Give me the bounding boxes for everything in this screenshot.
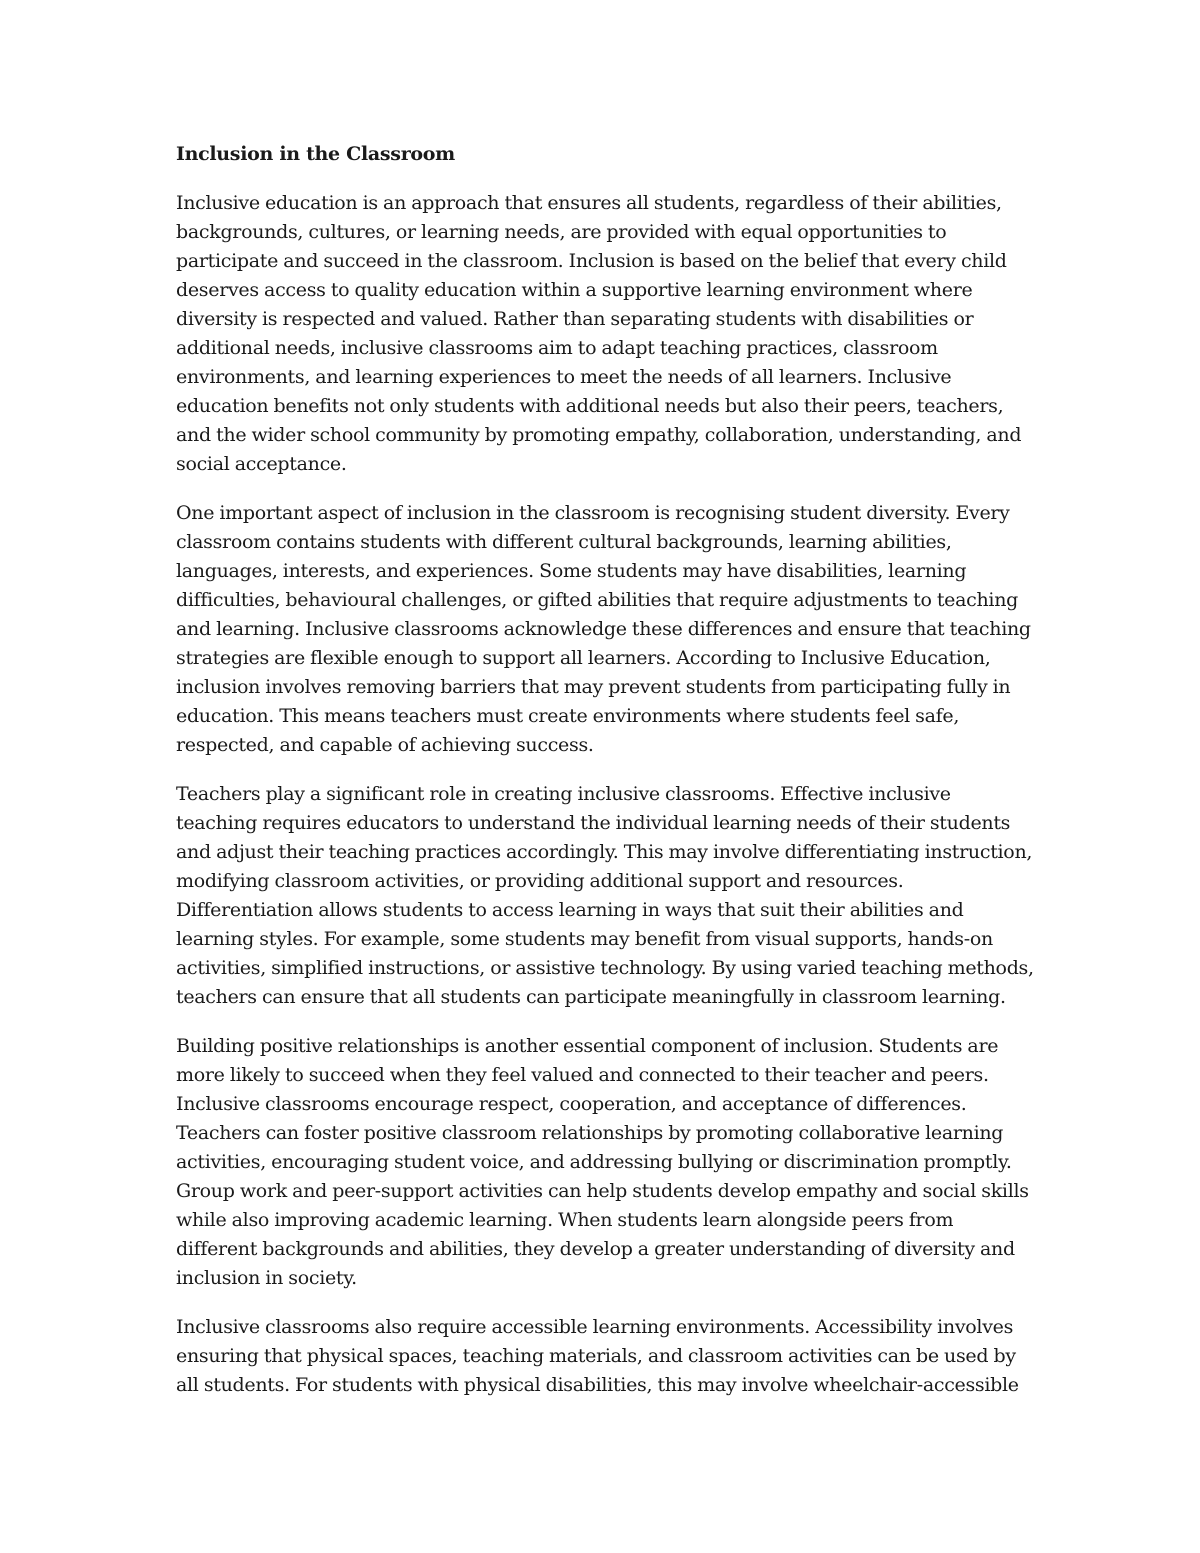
document-title: Inclusion in the Classroom (176, 143, 455, 165)
paragraph-2: One important aspect of inclusion in the classroom is recognising student diversity. Every classroom contains students with different cultural backgrounds, learning abilities, languages, interests, and experiences. Some students may have disabilities, learning difficulties, behavioural challenges, or gifted abilities that require adjustments to teaching and learning. Inclusive classrooms acknowledge these differences and ensure that teaching strategies are flexible enough to support all learners. According to Inclusive Education, inclusion involves removing barriers that may prevent students from participating fully in education. This means teachers must create environments where students feel safe, respected, and capable of achieving success. (176, 502, 1031, 756)
paragraph-1: Inclusive education is an approach that ensures all students, regardless of their abilities, backgrounds, cultures, or learning needs, are provided with equal opportunities to participate and succeed in the classroom. Inclusion is based on the belief that every child deserves access to quality education within a supportive learning environment where diversity is respected and valued. Rather than separating students with disabilities or additional needs, inclusive classrooms aim to adapt teaching practices, classroom environments, and learning experiences to meet the needs of all learners. Inclusive education benefits not only students with additional needs but also their peers, teachers, and the wider school community by promoting empathy, collaboration, understanding, and social acceptance. (176, 192, 1022, 475)
document-page (176, 140, 1036, 1420)
paragraph-4: Building positive relationships is another essential component of inclusion. Students are more likely to succeed when they feel valued and connected to their teacher and peers. Inclusive classrooms encourage respect, cooperation, and acceptance of differences. Teachers can foster positive classroom relationships by promoting collaborative learning activities, encouraging student voice, and addressing bullying or discrimination promptly. Group work and peer-support activities can help students develop empathy and social skills while also improving academic learning. When students learn alongside peers from different backgrounds and abilities, they develop a greater understanding of diversity and inclusion in society. (176, 1035, 1029, 1289)
paragraph-5: Inclusive classrooms also require accessible learning environments. Accessibility involves ensuring that physical spaces, teaching materials, and classroom activities can be used by all students. For students with physical disabilities, this may involve wheelchair-accessible (176, 1316, 1019, 1396)
paragraph-3: Teachers play a significant role in creating inclusive classrooms. Effective inclusive teaching requires educators to understand the individual learning needs of their students and adjust their teaching practices accordingly. This may involve differentiating instruction, modifying classroom activities, or providing additional support and resources. Differentiation allows students to access learning in ways that suit their abilities and learning styles. For example, some students may benefit from visual supports, hands-on activities, simplified instructions, or assistive technology. By using varied teaching methods, teachers can ensure that all students can participate meaningfully in classroom learning. (176, 783, 1034, 1008)
